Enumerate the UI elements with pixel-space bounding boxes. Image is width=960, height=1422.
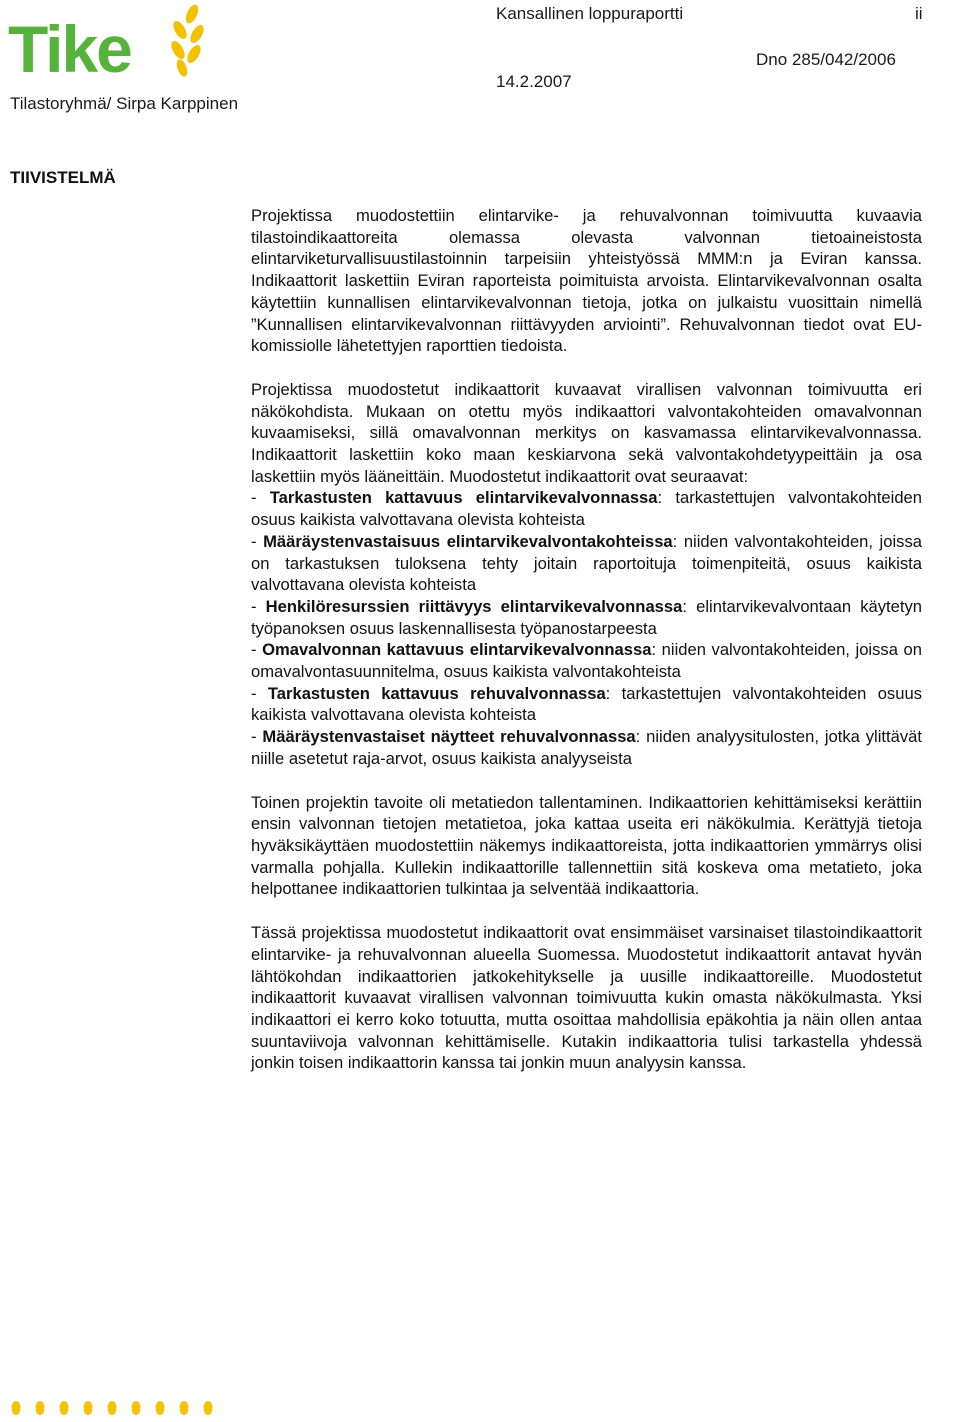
paragraph-4: Tässä projektissa muodostetut indikaattorit ovat ensimmäiset varsinaiset tilastoindikaattorit elintarvike- ja rehuvalvonnan alueella Suomessa. Muodostetut indikaattorit antavat hyvän lähtökohdan indikaattorien jatkokehitykselle ja uusille indikaattoreille. Muodostetut indikaattorit kuvaavat virallisen valvonnan toimivuutta kukin omasta näkökulmasta. Yksi indikaattori ei kerro koko totuutta, mutta osoittaa mahdollisia epäkohtia ja näin ollen antaa suuntaviivoja valvonnan kehittämiselle. Kutakin indikaattoria tulisi tarkastella yhdessä jonkin toisen indikaattorin kanssa tai jonkin muun analyysin kanssa. [251, 923, 922, 1073]
indicator-description: : elintarvikevalvontaan käytetyn työpanoksen osuus laskennallisesta työpanostarpeesta [251, 596, 922, 638]
indicator-name: Määräystenvastaisuus elintarvikevalvontakohteissa [263, 531, 673, 551]
tike-logo [6, 2, 206, 80]
indicator-item: - Omavalvonnan kattavuus elintarvikevalvonnassa: niiden valvontakohteiden, joissa on omavalvontasuunnitelma, osuus kaikista valvontakohteista [251, 640, 922, 682]
indicator-name: Tarkastusten kattavuus rehuvalvonnassa [267, 683, 606, 703]
indicator-item: - Henkilöresurssien riittävyys elintarvikevalvonnassa: elintarvikevalvontaan käytetyn työpanoksen osuus laskennallisesta työpanostarpeesta [251, 596, 922, 638]
document-number: Dno 285/042/2006 [756, 50, 896, 69]
wheat-icon [169, 3, 206, 78]
report-title: Kansallinen loppuraportti [496, 4, 684, 23]
author: Tilastoryhmä/ Sirpa Karppinen [10, 94, 239, 113]
report-date: 14.2.2007 [496, 72, 572, 91]
section-title: TIIVISTELMÄ [10, 168, 116, 187]
indicator-name: Tarkastusten kattavuus elintarvikevalvonnassa [269, 488, 658, 508]
indicator-description: : tarkastettujen valvontakohteiden osuus kaikista valvottavana olevista kohteista [251, 488, 922, 530]
indicator-description: : tarkastettujen valvontakohteiden osuus kaikista valvottavana olevista kohteista [251, 683, 922, 725]
indicator-item: - Määräystenvastaiset näytteet rehuvalvonnassa: niiden analyysitulosten, jotka ylittävät niille asetetut raja-arvot, osuus kaikista analyyseista [251, 727, 922, 768]
indicator-name: Omavalvonnan kattavuus elintarvikevalvonnassa [262, 640, 652, 660]
summary-body [251, 205, 922, 1096]
indicator-name: Määräystenvastaiset näytteet rehuvalvonnassa [262, 727, 636, 747]
indicator-name: Henkilöresurssien riittävyys elintarvikevalvonnassa [265, 596, 683, 616]
paragraph-1: Projektissa muodostettiin elintarvike- ja rehuvalvonnan toimivuutta kuvaavia tilastoindikaattoreita olemassa olevasta valvonnan tietoaineistosta elintarviketurvallisuustilastoinnin tarpeisiin yhteistyössä MMM:n ja Eviran kanssa. Indikaattorit laskettiin Eviran raporteista poimituista arvoista. Elintarvikevalvonnan osalta käytettiin kunnallisen elintarvikevalvonnan tietoja, jotka on julkaistu vuosittain nimellä ”Kunnallisen elintarvikevalvonnan riittävyyden arviointi”. Rehuvalvonnan tiedot ovat EU-komissiolle lähetettyjen raporttien tiedoista. [251, 206, 922, 356]
indicator-description: : niiden valvontakohteiden, joissa on omavalvontasuunnitelma, osuus kaikista valvontakohteista [251, 640, 922, 682]
page-number: ii [915, 4, 923, 23]
indicator-description: : niiden valvontakohteiden, joissa on tarkastuksen tuloksena tehty joitain raportoituja toimenpiteitä, osuus kaikista valvottavana olevista kohteista [251, 531, 922, 595]
logo-text: Tike [8, 12, 131, 80]
footer-dots [0, 1395, 960, 1422]
indicator-description: : niiden analyysitulosten, jotka ylittävät niille asetetut raja-arvot, osuus kaikista analyyseista [251, 727, 922, 768]
indicator-item: - Tarkastusten kattavuus elintarvikevalvonnassa: tarkastettujen valvontakohteiden osuus kaikista valvottavana olevista kohteista [251, 488, 922, 530]
dot-icon [12, 1401, 213, 1415]
indicator-item: - Tarkastusten kattavuus rehuvalvonnassa: tarkastettujen valvontakohteiden osuus kaikista valvottavana olevista kohteista [251, 683, 922, 725]
paragraph-3: Toinen projektin tavoite oli metatiedon tallentaminen. Indikaattorien kehittämiseksi kerättiin ensin valvonnan tietojen metatietoa, joka kattaa useita eri näkökulmia. Kerättyjä tietoja hyväksikäyttäen muodostettiin näkemys indikaattoreista, jotta indikaattorien ymmärrys olisi varmalla pohjalla. Kullekin indikaattorille tallennettiin sitä koskeva oma metatieto, joka helpottanee indikaattorien tulkintaa ja selventää indikaattoria. [251, 792, 922, 899]
indicator-item: - Määräystenvastaisuus elintarvikevalvontakohteissa: niiden valvontakohteiden, joissa on tarkastuksen tuloksena tehty joitain raportoituja toimenpiteitä, osuus kaikista valvottavana olevista kohteista [251, 531, 922, 595]
paragraph-2 [251, 379, 922, 770]
paragraph-2-text: Projektissa muodostetut indikaattorit kuvaavat virallisen valvonnan toimivuutta eri näkökohdista. Mukaan on otettu myös indikaattori valvontakohteiden omavalvonnan kuvaamiseksi, sillä omavalvonnan merkitys on kasvamassa elintarvikevalvonnassa. Indikaattorit laskettiin koko maan keskiarvona sekä valvontakohdetyypeittäin ja osa laskettiin myös lääneittäin. Muodostetut indikaattorit ovat seuraavat: [251, 379, 922, 486]
